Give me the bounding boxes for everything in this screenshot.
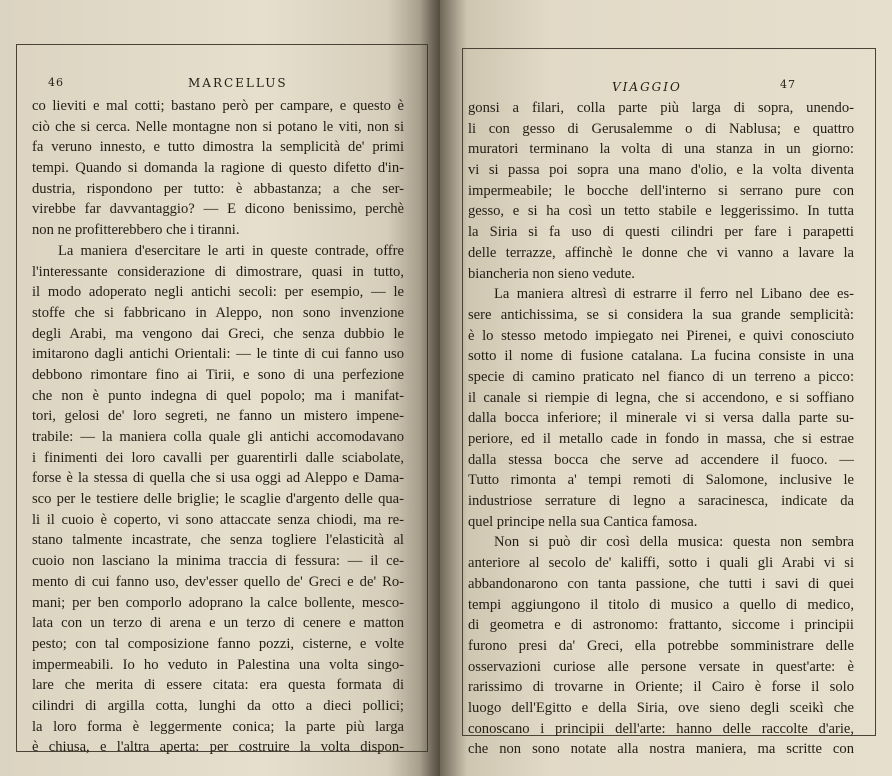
text-line: che non sono notate alla nostra maniera, ma scritte con bbox=[468, 741, 854, 758]
left-running-title: MARCELLUS bbox=[188, 76, 288, 90]
text-line: dustria, rispondono per tutto: è abbastanza; a che ser- bbox=[32, 180, 404, 197]
text-line: li il cuoio è coperto, vi sono attaccate senza chiodi, ma re- bbox=[32, 511, 404, 528]
right-page-text bbox=[468, 98, 854, 760]
text-line: di geometra e di astronomo: frattanto, siccome i principii bbox=[468, 617, 854, 634]
text-line: pesto; con tal composizione fanno pozzi, cisterne, e volte bbox=[32, 635, 404, 652]
text-line: il modo adoperato negli antichi secoli: per esempio, — le bbox=[32, 284, 404, 301]
text-line: è chiusa, e l'altra aperta: per costruire la volta dispon- bbox=[32, 739, 404, 756]
text-line: dalla stessa bocca che serve ad accendere il fuoco. — bbox=[468, 451, 854, 468]
text-line: industriose serrature di legno a saracinesca, indicate da bbox=[468, 493, 854, 510]
text-line: delle terrazze, affinchè le donne che vi vanno a lavare la bbox=[468, 244, 854, 261]
text-line: mento di cui fanno uso, dev'esser quello de' Greci e de' Ro- bbox=[32, 573, 404, 590]
text-line: La maniera d'esercitare le arti in queste contrade, offre bbox=[58, 242, 404, 259]
text-line: muratori terminano la volta di una stanza in un giorno: bbox=[468, 141, 854, 158]
text-line: imitarono dagli antichi Orientali: — le tinte di cui fanno uso bbox=[32, 346, 404, 363]
text-line: furono presi da' Greci, ella potrebbe somministrare delle bbox=[468, 637, 854, 654]
text-line: degli Arabi, ma vengono dai Greci, che senza dubbio le bbox=[32, 325, 404, 342]
text-line: lare che merita di essere citata: era questa formata di bbox=[32, 677, 404, 694]
text-line: la loro forma è leggermente conica; la parte più larga bbox=[32, 718, 404, 735]
text-line: Non si può dir così della musica: questa non sembra bbox=[494, 534, 854, 551]
text-line: sco per le testiere delle briglie; le scaglie d'argento delle qua- bbox=[32, 491, 404, 508]
text-line: stano talmente incastrate, che senza togliere l'elasticità al bbox=[32, 532, 404, 549]
text-line: l'interessante considerazione di dimostrare, quasi in tutto, bbox=[32, 263, 404, 280]
text-line: tori, gelosi de' loro segreti, ne fanno un mistero impene- bbox=[32, 408, 404, 425]
text-line: i finimenti dei loro cavalli per guarentirli dalle sciabolate, bbox=[32, 449, 404, 466]
text-line: specie di camino praticato nel fianco di un terreno a picco: bbox=[468, 368, 854, 385]
right-running-title: VIAGGIO bbox=[612, 80, 682, 94]
text-line: gesso, e si ha così un tetto stabile e leggerissimo. In tutta bbox=[468, 203, 854, 220]
text-line: trabile: — la maniera colla quale gli antichi accomodavano bbox=[32, 429, 404, 445]
left-page-text bbox=[32, 96, 404, 758]
text-line: fa veruno innesto, e tutto dimostra la semplicità de' primi bbox=[32, 139, 404, 156]
text-line: periore, ed il metallo cade in fondo in massa, che si estrae bbox=[468, 431, 854, 447]
text-line: anteriore al secolo de' kaliffi, sotto i quali gli Arabi vi si bbox=[468, 555, 854, 572]
text-line: biancheria non sieno vedute. bbox=[468, 265, 635, 282]
text-line: ciò che si cerca. Nelle montagne non si potano le viti, non si bbox=[32, 118, 404, 135]
text-line: forse è la stessa di quella che si usa oggi ad Aleppo e Dama- bbox=[32, 470, 404, 487]
text-line: sotto il nome di fusione catalana. La fucina consiste in una bbox=[468, 348, 854, 365]
text-line: conoscano i principii dell'arte: hanno delle raccolte d'arie, bbox=[468, 720, 854, 737]
text-line: cuoio non lasciano la minima traccia di fessura: — il ce- bbox=[32, 553, 404, 570]
text-line: co lieviti e mal cotti; bastano però per campare, e questo è bbox=[32, 98, 404, 114]
text-line: virebbe far davvantaggio? — E dicono benissimo, perchè bbox=[32, 201, 404, 218]
text-line: lata con un terzo di arena e un terzo di cenere e matton bbox=[32, 615, 404, 632]
right-page-number: 47 bbox=[780, 78, 796, 91]
text-line: che non è punto indegna di quel popolo; ma i manifat- bbox=[32, 387, 404, 404]
text-line: è lo stesso metodo impiegato nei Pirenei, e quivi conosciuto bbox=[468, 327, 854, 344]
right-page bbox=[440, 0, 892, 776]
text-line: tempi. Quando si domanda la ragione di questo difetto d'in- bbox=[32, 160, 404, 177]
text-line: Tutto rimonta a' tempi remoti di Salomone, inclusive le bbox=[468, 472, 854, 489]
left-page bbox=[0, 0, 440, 776]
text-line: dalla bocca inferiore; il minerale vi si versa dalla parte su- bbox=[468, 410, 854, 427]
text-line: debbono rimontare fino ai Tirii, e sono di una perfezione bbox=[32, 366, 404, 383]
text-line: sere antichissima, se si considera la sua grande semplicità: bbox=[468, 306, 854, 323]
text-line: stoffe che si fabbricano in Aleppo, non sono invenzione bbox=[32, 304, 404, 321]
text-line: la Siria si fa uso di questi cilindri per fare i parapetti bbox=[468, 224, 854, 241]
left-page-number: 46 bbox=[48, 76, 64, 89]
text-line: impermeabili. Io ho veduto in Palestina una volta singo- bbox=[32, 656, 404, 673]
text-line: vi si passa poi sopra una mano d'olio, e la volta diventa bbox=[468, 162, 854, 179]
text-line: abbandonarono con tanta passione, che tutti i savi di quei bbox=[468, 575, 854, 592]
text-line: il canale si riempie di legna, che si accendono, e si soffiano bbox=[468, 389, 854, 406]
text-line: gonsi a filari, colla parte più larga di sopra, unendo- bbox=[468, 100, 854, 116]
text-line: luogo dell'Egitto e della Siria, ove sieno degli sceikì che bbox=[468, 699, 854, 716]
text-line: rarissimo di trovarne in Oriente; il Cairo è forse il solo bbox=[468, 679, 854, 696]
text-line: li con gesso di Gerusalemme o di Nablusa; e quattro bbox=[468, 120, 854, 137]
text-line: quel principe nella sua Cantica famosa. bbox=[468, 513, 698, 530]
text-line: La maniera altresì di estrarre il ferro nel Libano dee es- bbox=[494, 286, 854, 303]
text-line: impermeabile; le bocche dell'interno si serrano pure con bbox=[468, 182, 854, 199]
text-line: non ne profitterebbero che i tiranni. bbox=[32, 222, 240, 239]
text-line: tempi aggiungono il titolo di musico a quello di medico, bbox=[468, 596, 854, 613]
text-line: cilindri di argilla cotta, lunghi da otto a dieci pollici; bbox=[32, 697, 404, 714]
text-line: osservazioni curiose alle persone versate in quest'arte: è bbox=[468, 658, 854, 675]
text-line: mani; per ben comporlo adoprano la calce bollente, mesco- bbox=[32, 594, 404, 611]
